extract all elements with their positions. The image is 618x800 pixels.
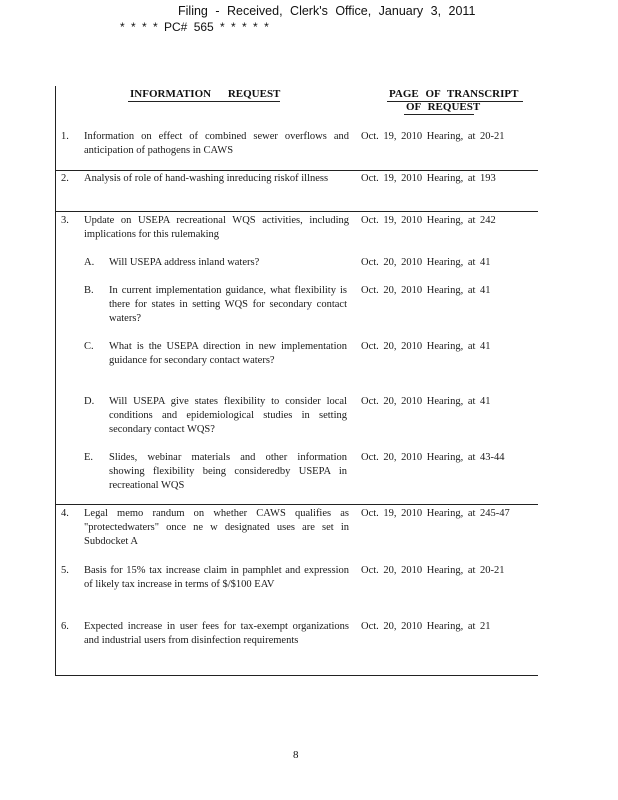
table-left-border (55, 86, 56, 676)
sub-item-letter: C. (84, 341, 94, 352)
row-request-text: Update on USEPA recreational WQS activities, including implications for this rulemaking (84, 215, 349, 240)
row-number: 3. (61, 215, 69, 226)
header-information-request: INFORMATION REQUEST (130, 88, 281, 100)
row-page-reference: Oct. 20, 2010 Hearing, at 21 (361, 621, 491, 632)
sub-item-letter: D. (84, 396, 95, 407)
sub-item-letter: A. (84, 257, 95, 268)
row-divider (55, 211, 538, 212)
sub-item-text: What is the USEPA direction in new implementation guidance for secondary contact waters? (109, 341, 347, 366)
header-page-underline2 (404, 114, 474, 115)
sub-item-page-reference: Oct. 20, 2010 Hearing, at 41 (361, 396, 491, 407)
row-divider (55, 504, 538, 505)
sub-item-text: Slides, webinar materials and other information showing flexibility being consideredby USEPA in recreational WQS (109, 452, 347, 491)
filing-stamp-line2: * * * * PC# 565 * * * * * (120, 20, 269, 34)
sub-item-text: In current implementation guidance, what flexibility is there for states in setting WQS for secondary contact waters? (109, 285, 347, 324)
row-number: 5. (61, 565, 69, 576)
header-page-line2: OF REQUEST (406, 101, 481, 113)
header-information-underline (128, 101, 280, 102)
row-page-reference: Oct. 19, 2010 Hearing, at 245-47 (361, 508, 510, 519)
row-page-reference: Oct. 20, 2010 Hearing, at 20-21 (361, 565, 505, 576)
row-request-text: Expected increase in user fees for tax-exempt organizations and industrial users from disinfection requirements (84, 621, 349, 646)
sub-item-letter: E. (84, 452, 94, 463)
row-request-text: Legal memo randum on whether CAWS qualifies as "protectedwaters" once ne w designated uses are set in Subdocket A (84, 508, 349, 547)
sub-item-page-reference: Oct. 20, 2010 Hearing, at 41 (361, 257, 491, 268)
sub-item-page-reference: Oct. 20, 2010 Hearing, at 43-44 (361, 452, 505, 463)
row-request-text: Analysis of role of hand-washing inreducing riskof illness (84, 173, 329, 184)
row-divider (55, 170, 538, 171)
row-page-reference: Oct. 19, 2010 Hearing, at 193 (361, 173, 496, 184)
filing-stamp-line1: Filing - Received, Clerk's Office, January 3, 2011 (178, 4, 476, 18)
sub-item-page-reference: Oct. 20, 2010 Hearing, at 41 (361, 341, 491, 352)
row-request-text: Information on effect of combined sewer overflows and anticipation of pathogens in CAWS (84, 131, 349, 156)
header-page-line1: PAGE OF TRANSCRIPT (389, 88, 519, 100)
page-number: 8 (293, 749, 299, 761)
row-number: 2. (61, 173, 69, 184)
sub-item-text: Will USEPA address inland waters? (109, 257, 260, 268)
row-page-reference: Oct. 19, 2010 Hearing, at 242 (361, 215, 496, 226)
row-number: 1. (61, 131, 69, 142)
sub-item-page-reference: Oct. 20, 2010 Hearing, at 41 (361, 285, 491, 296)
row-number: 4. (61, 508, 69, 519)
row-number: 6. (61, 621, 69, 632)
row-page-reference: Oct. 19, 2010 Hearing, at 20-21 (361, 131, 505, 142)
table-bottom-border (55, 675, 538, 676)
sub-item-text: Will USEPA give states flexibility to consider local conditions and epidemiological studies in setting secondary contact WQS? (109, 396, 347, 435)
sub-item-letter: B. (84, 285, 94, 296)
row-request-text: Basis for 15% tax increase claim in pamphlet and expression of likely tax increase in terms of $/$100 EAV (84, 565, 349, 590)
